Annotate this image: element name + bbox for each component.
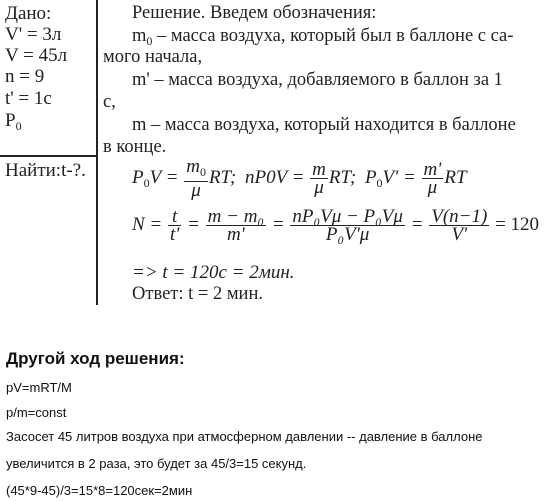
fraction-t-tprime: $\frac{t}{t'}$ [170, 206, 180, 245]
find-label: Найти:t-?. [5, 160, 86, 181]
alt-line-3: Засосет 45 литров воздуха при атмосферном давлении -- давление в баллоне [6, 429, 483, 444]
given-line-n: n = 9 [5, 66, 45, 87]
given-line-v: V = 45л [5, 45, 68, 66]
definition-mprime-cont: с, [103, 92, 116, 112]
result-implication: => t = 120с = 2мин. [132, 262, 295, 283]
fraction-volume-ratio: $\frac{V(n-1)}{V'}$ [431, 206, 488, 245]
given-line-p0: $P_0$ [5, 110, 22, 133]
fraction-m-mu: $\frac{m}{\mu}$ [312, 159, 326, 198]
alt-solution-heading: Другой ход решения: [6, 349, 185, 368]
answer-line: Ответ: t = 2 мин. [132, 284, 263, 304]
given-line-tprime: t' = 1с [5, 88, 52, 109]
fraction-mprime-mu: $\frac{m'}{\mu}$ [423, 159, 442, 198]
definition-m0-cont: мого начала, [103, 47, 203, 67]
given-label: Дано: [5, 3, 52, 24]
fraction-mass-difference: $\frac{\text{m − m₀}}{m'}$ [207, 206, 265, 245]
fraction-m0-mu: $\frac{m_0}{\mu}$ [186, 156, 206, 201]
alt-line-4: увеличится в 2 раза, это будет за 45/3=15 секунд. [6, 456, 307, 471]
alt-line-5: (45*9-45)/3=15*8=120сек=2мин [6, 483, 193, 498]
fraction-pressure-terms: $\frac{\text{nP₀Vμ − P₀Vμ}}{\text{P₀V'μ}}$ [292, 206, 403, 245]
definition-m: m – масса воздуха, который находится в баллоне [132, 115, 516, 135]
formula-row-gas-laws: $P_0V$ = $\frac{m_0}{\mu}$ RT; nP0V = $\frac{m}{\mu}$ RT; $P_0V'$ = $\frac{m'}{\mu}$ RT [132, 156, 467, 201]
definition-m-cont: в конце. [103, 137, 167, 157]
alt-line-2: p/m=const [6, 405, 67, 420]
formula-row-n-equation: N = $\frac{t}{t'}$ = $\frac{\text{m − m₀}}{m'}$ = $\frac{\text{nP₀Vμ − P₀Vμ}}{\text{P₀V'μ}}$ = $\frac{V(n-1)}{V'}$ = 120 [132, 206, 540, 245]
definition-mprime: m' – масса воздуха, добавляемого в баллон за 1 [132, 70, 503, 90]
solution-heading: Решение. Введем обозначения: [132, 3, 377, 23]
given-divider-vertical [96, 0, 98, 305]
given-line-vprime: V' = 3л [5, 24, 62, 45]
given-divider-horizontal [0, 155, 96, 157]
definition-m0: $m_0$ – масса воздуха, который был в баллоне с са- [132, 26, 514, 48]
alt-line-1: pV=mRT/M [6, 380, 72, 395]
